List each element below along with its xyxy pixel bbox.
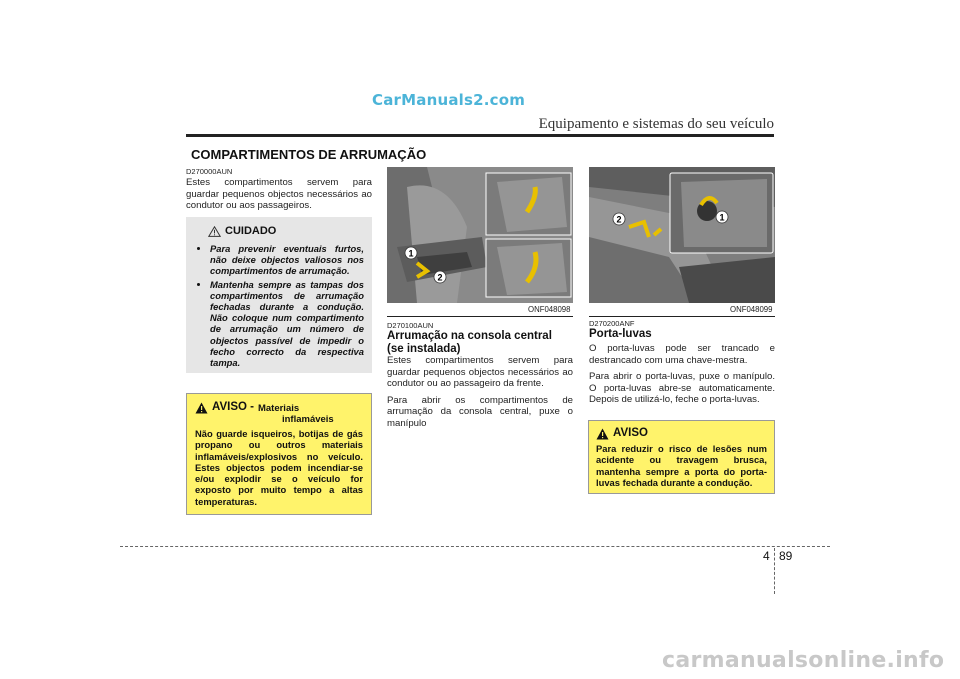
console-heading-line2: (se instalada) (387, 342, 461, 355)
console-photo-illustration (387, 167, 573, 303)
warning-box-glovebox (588, 420, 775, 494)
console-storage-photo (387, 167, 573, 303)
warning-title: AVISO - (212, 401, 254, 413)
footer-rule (120, 546, 830, 547)
glove-box-photo (589, 167, 775, 303)
section-code: D270100AUN (387, 321, 434, 330)
paragraph: Estes compartimentos servem para guardar pequenos objectos necessários ao condutor ou ao passageiro da frente. (387, 355, 573, 389)
section-code: D270200ANF (589, 319, 635, 328)
caution-item: • Para prevenir eventuais furtos, não deixe objectos valiosos nos compartimentos de arrumação. (210, 243, 364, 277)
glovebox-photo-illustration (589, 167, 775, 303)
callout-2: 2 (616, 214, 622, 225)
console-text (387, 355, 573, 434)
warning-subtitle-2: inflamáveis (281, 414, 334, 425)
warning-text: Não guarde isqueiros, botijas de gás propano ou outros materiais inflamáveis/explosivos no veículo. Estes objectos podem incendiar-se e/ou explodir se o veículo for exposto por muito tempo a altas temperaturas. (195, 428, 363, 507)
paragraph: Para abrir o porta-luvas, puxe o manípulo. O porta-luvas abre-se automaticamente. Depois de utilizá-lo, feche o porta-luvas. (589, 371, 775, 405)
glovebox-text (589, 343, 775, 411)
warning-box-flammable (186, 393, 372, 515)
header-rule (186, 134, 774, 137)
glovebox-heading: Porta-luvas (589, 328, 652, 340)
warning-text: Para reduzir o risco de lesões num acidente ou travagem brusca, mantenha sempre a porta do porta-luvas fechada durante a condução. (596, 443, 767, 488)
caution-header (208, 225, 364, 237)
callout-1: 1 (408, 248, 414, 259)
watermark-bottom[interactable]: carmanualsonline.info (662, 648, 945, 673)
callout-2: 2 (437, 272, 443, 283)
caution-item: • Mantenha sempre as tampas dos compartimentos de arrumação fechadas durante a condução. Não coloque num compartimento de arrumação um número de objectos passível de impedir o fecho correcto da respectiva tampa. (210, 279, 364, 369)
caption-rule (387, 316, 573, 317)
warning-triangle-icon (195, 402, 208, 414)
caution-list (198, 243, 364, 368)
photo-caption: ONF048099 (730, 305, 773, 314)
caution-triangle-icon (208, 226, 221, 237)
chapter-header-title: Equipamento e sistemas do seu veículo (538, 116, 774, 132)
warning-header (596, 427, 767, 440)
photo-caption: ONF048098 (528, 305, 571, 314)
intro-text: Estes compartimentos servem para guardar pequenos objectos necessários ao condutor ou aos passageiros. (186, 177, 372, 211)
page-divider (774, 548, 776, 594)
caution-box (186, 217, 372, 373)
warning-header (195, 401, 363, 425)
section-code: D270000AUN (186, 167, 233, 176)
section-title: COMPARTIMENTOS DE ARRUMAÇÃO (191, 147, 427, 162)
callout-1: 1 (719, 212, 725, 223)
caption-rule (589, 316, 775, 317)
chapter-number: 4 (763, 549, 770, 563)
page-number: 89 (779, 549, 793, 563)
paragraph: O porta-luvas pode ser trancado e destrancado com uma chave-mestra. (589, 343, 775, 366)
watermark-top[interactable]: CarManuals2.com (372, 91, 526, 109)
warning-triangle-icon (596, 428, 609, 440)
console-heading (387, 330, 573, 355)
paragraph: Para abrir os compartimentos de arrumação da consola central, puxe o manípulo (387, 394, 573, 429)
caution-title: CUIDADO (225, 225, 277, 237)
console-heading-line1: Arrumação na consola central (387, 330, 552, 342)
warning-title: AVISO (613, 427, 648, 439)
warning-subtitle: Materiais (257, 403, 300, 414)
